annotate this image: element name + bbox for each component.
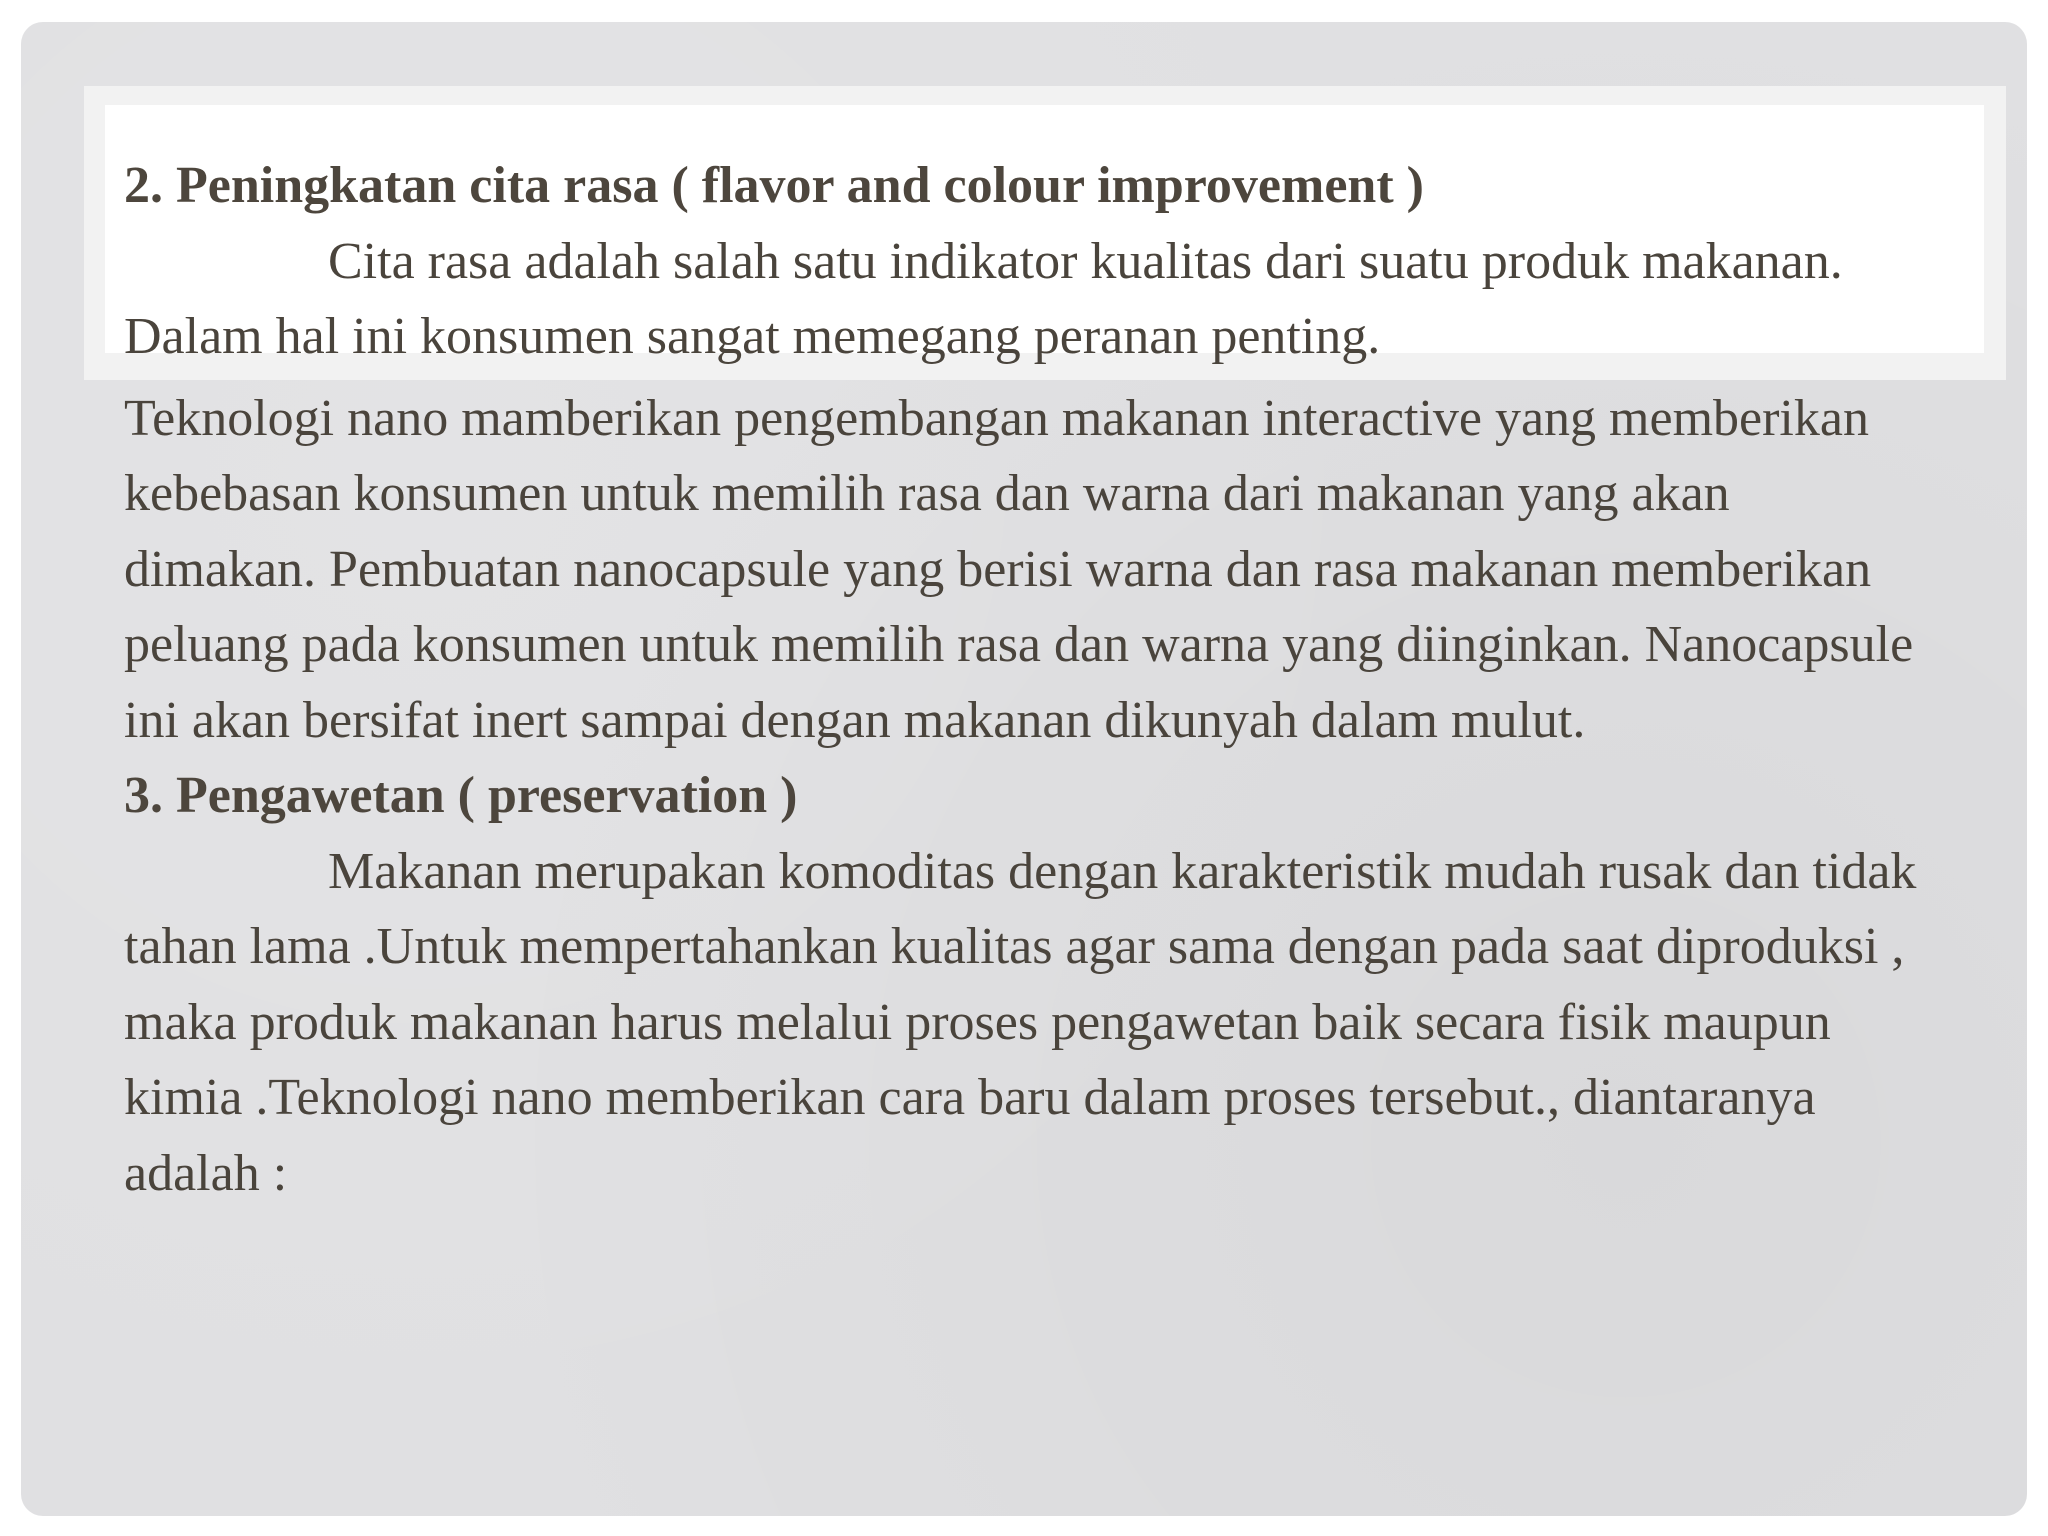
section-3-paragraph-1: Makanan merupakan komoditas dengan karakteristik mudah rusak dan tidak tahan lama .Untuk mempertahankan kualitas agar sama dengan pada saat diproduksi , maka produk makanan harus melalui proses pengawetan baik secara fisik maupun kimia .Teknologi nano memberikan cara baru dalam proses tersebut., diantaranya adalah : (124, 842, 1917, 1202)
section-3-heading: 3. Pengawetan ( preservation ) (124, 767, 798, 824)
section-2-paragraph-1: Cita rasa adalah salah satu indikator kualitas dari suatu produk makanan. Dalam hal ini konsumen sangat memegang peranan penting. (124, 232, 1843, 365)
slide-body-text (124, 148, 1924, 1211)
section-2-paragraph-2: Teknologi nano mamberikan pengembangan makanan interactive yang memberikan kebebasan konsumen untuk memilih rasa dan warna dari makanan yang akan dimakan. Pembuatan nanocapsule yang berisi warna dan rasa makanan memberikan peluang pada konsumen untuk memilih rasa dan warna yang diinginkan. Nanocapsule ini akan bersifat inert sampai dengan makanan dikunyah dalam mulut. (124, 389, 1914, 749)
section-2-heading: 2. Peningkatan cita rasa ( flavor and colour improvement ) (124, 157, 1424, 214)
